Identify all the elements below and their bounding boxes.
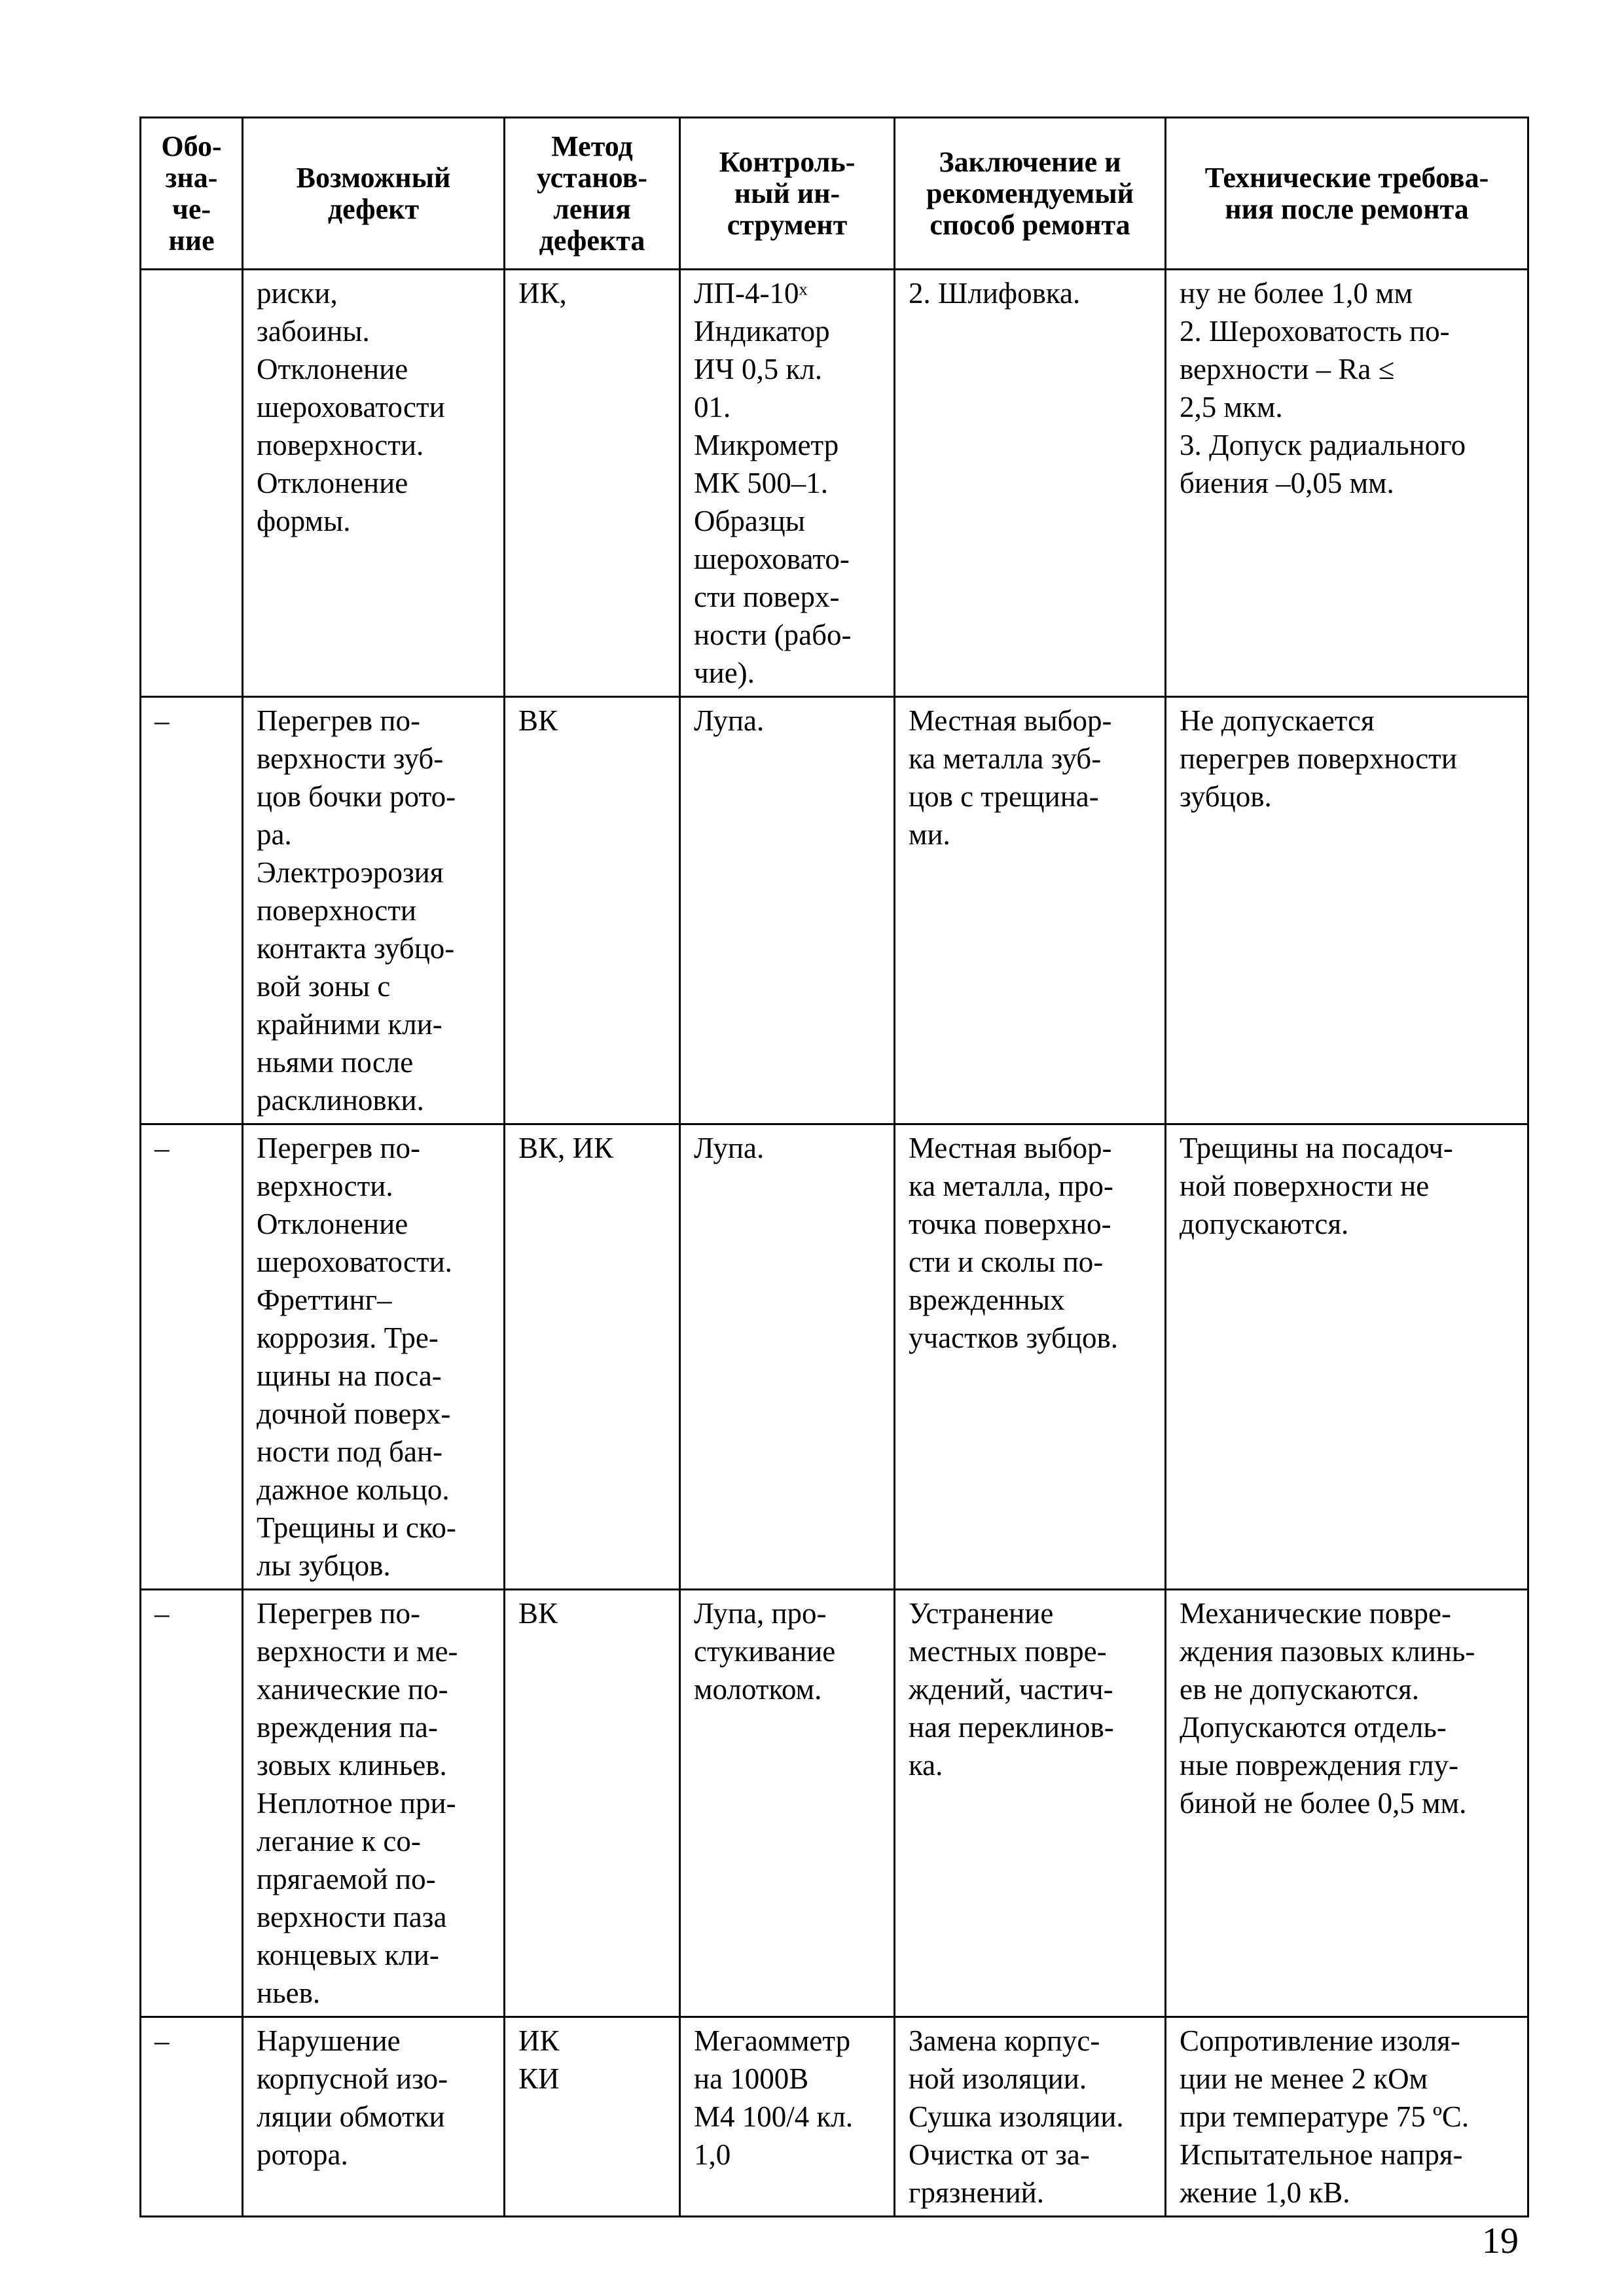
cell-text-line: ние <box>168 224 215 257</box>
cell-text-line: ной поверхности не <box>1180 1170 1430 1202</box>
cell-text-line: установ- <box>537 161 647 194</box>
cell-text-line: коррозия. Тре- <box>257 1321 439 1354</box>
cell-text-line: Перегрев по- <box>257 1132 420 1164</box>
cell-text-line: Лупа. <box>694 1132 765 1164</box>
table-row <box>141 1124 1528 1590</box>
cell-text-line: врежденных <box>909 1283 1065 1316</box>
cell-text-line: местных повре- <box>909 1635 1107 1668</box>
cell-text-line: Перегрев по- <box>257 1597 420 1630</box>
cell-text-line: ВК <box>518 704 558 737</box>
cell-text-line: Заключение и <box>939 145 1121 178</box>
cell-text-line: Допускаются отдель- <box>1180 1711 1447 1744</box>
cell-text-line: Электроэрозия <box>257 856 444 889</box>
cell-text-line: зубцов. <box>1180 780 1272 813</box>
cell-text-line: шероховато- <box>694 543 850 575</box>
cell-text-line: зна- <box>165 161 218 194</box>
cell-text-line: концевых кли- <box>257 1939 439 1971</box>
cell-text-line: при температуре 75 ºС. <box>1180 2100 1470 2133</box>
cell-text-line: Замена корпус- <box>909 2024 1100 2057</box>
cell-text-line: ка. <box>909 1749 943 1782</box>
cell-text-line: лы зубцов. <box>257 1549 391 1582</box>
cell-text-line: 2. Шлифовка. <box>909 277 1081 310</box>
header-control-instrument <box>680 118 895 270</box>
cell-text-line: перегрев поверхности <box>1180 742 1457 775</box>
cell-text-line: рекомендуемый <box>926 177 1134 209</box>
cell-requirements <box>1166 697 1528 1124</box>
cell-text-line: верхности и ме- <box>257 1635 458 1668</box>
cell-method <box>505 1590 680 2017</box>
cell-text-line: ции не менее 2 кОм <box>1180 2062 1428 2095</box>
cell-text-line: Сушка изоляции. <box>909 2100 1124 2133</box>
cell-text-line: ВК, ИК <box>518 1132 614 1164</box>
page-number: 19 <box>1482 2221 1519 2261</box>
cell-text-line: ВК <box>518 1597 558 1630</box>
cell-text-line: Трещины и ско- <box>257 1511 456 1544</box>
cell-text-line: способ ремонта <box>929 208 1130 241</box>
cell-text-line: Индикатор <box>694 315 830 348</box>
cell-repair <box>895 2017 1166 2217</box>
cell-text-line: ев не допускаются. <box>1180 1673 1420 1706</box>
cell-text-line: ности под бан- <box>257 1435 443 1468</box>
cell-text-line: расклиновки. <box>257 1084 424 1117</box>
cell-text-line: Не допускается <box>1180 704 1375 737</box>
header-possible-defect <box>243 118 505 270</box>
cell-text-line: ну не более 1,0 мм <box>1180 277 1413 310</box>
cell-text-line: 01. <box>694 391 731 423</box>
cell-text-line: Метод <box>551 130 633 162</box>
cell-text-line: ЛП-4-10ˣ <box>694 277 808 310</box>
cell-text-line: допускаются. <box>1180 1208 1349 1240</box>
cell-text-line: сти поверх- <box>694 581 840 613</box>
header-conclusion-repair <box>895 118 1166 270</box>
cell-text-line: Лупа. <box>694 704 765 737</box>
table-row <box>141 697 1528 1124</box>
cell-instrument <box>680 1590 895 2017</box>
cell-designation <box>141 1124 243 1590</box>
cell-defect <box>243 270 505 697</box>
cell-text-line: Контроль- <box>719 145 856 178</box>
cell-text-line: верхности зуб- <box>257 742 444 775</box>
cell-designation <box>141 697 243 1124</box>
cell-text-line: Устранение <box>909 1597 1054 1630</box>
cell-text-line: биной не более 0,5 мм. <box>1180 1787 1467 1820</box>
cell-text-line: дефекта <box>539 224 645 257</box>
cell-text-line: Лупа, про- <box>694 1597 827 1630</box>
cell-text-line: вреждения па- <box>257 1711 438 1744</box>
cell-text-line: биения –0,05 мм. <box>1180 467 1394 499</box>
cell-text-line: ка металла зуб- <box>909 742 1102 775</box>
cell-text-line: 3. Допуск радиального <box>1180 429 1466 461</box>
cell-text-line: Нарушение <box>257 2024 401 2057</box>
cell-defect <box>243 1124 505 1590</box>
cell-text-line: ждений, частич- <box>909 1673 1113 1706</box>
cell-text-line: вой зоны с <box>257 970 391 1003</box>
cell-text-line: М4 100/4 кл. <box>694 2100 854 2133</box>
cell-text-line: ный ин- <box>734 177 840 209</box>
cell-text-line: Отклонение <box>257 467 408 499</box>
cell-text-line: струмент <box>727 208 848 241</box>
cell-text-line: Очистка от за- <box>909 2138 1090 2171</box>
cell-text-line: Возможный <box>296 161 451 194</box>
cell-text-line: точка поверхно- <box>909 1208 1111 1240</box>
cell-text-line: Механические повре- <box>1180 1597 1451 1630</box>
cell-text-line: поверхности <box>257 894 416 927</box>
cell-text-line: ротора. <box>257 2138 348 2171</box>
cell-text-line: Трещины на посадоч- <box>1180 1132 1453 1164</box>
cell-text-line: чие). <box>694 656 755 689</box>
cell-text-line: зовых клиньев. <box>257 1749 447 1782</box>
header-detection-method <box>505 118 680 270</box>
cell-text-line: молотком. <box>694 1673 822 1706</box>
cell-text-line: корпусной изо- <box>257 2062 448 2095</box>
cell-text-line: ной изоляции. <box>909 2062 1087 2095</box>
cell-text-line: Отклонение <box>257 1208 408 1240</box>
cell-text-line: ИЧ 0,5 кл. <box>694 353 823 386</box>
cell-text-line: грязнений. <box>909 2176 1044 2209</box>
cell-defect <box>243 2017 505 2217</box>
cell-defect <box>243 697 505 1124</box>
cell-text-line: ханические по- <box>257 1673 448 1706</box>
cell-text-line: ра. <box>257 818 292 851</box>
cell-text-line: ная переклинов- <box>909 1711 1114 1744</box>
cell-text-line: Технические требова- <box>1204 161 1489 194</box>
cell-designation <box>141 1590 243 2017</box>
header-technical-requirements <box>1166 118 1528 270</box>
cell-text-line: Местная выбор- <box>909 1132 1112 1164</box>
cell-text-line: ИК <box>518 2024 560 2057</box>
cell-text-line: Отклонение <box>257 353 408 386</box>
cell-text-line: щины на поса- <box>257 1359 442 1392</box>
cell-text-line: Фреттинг– <box>257 1283 392 1316</box>
cell-repair <box>895 697 1166 1124</box>
cell-text-line: стукивание <box>694 1635 836 1668</box>
cell-text-line: верхности паза <box>257 1901 447 1933</box>
cell-text-line: – <box>154 1132 170 1164</box>
cell-text-line: Образцы <box>694 505 805 537</box>
cell-instrument <box>680 697 895 1124</box>
table-header-row <box>141 118 1528 270</box>
cell-text-line: легание к со- <box>257 1825 421 1857</box>
defects-table <box>139 117 1529 2217</box>
cell-designation <box>141 270 243 697</box>
cell-text-line: участков зубцов. <box>909 1321 1119 1354</box>
cell-text-line: шероховатости. <box>257 1246 452 1278</box>
cell-text-line: ка металла, про- <box>909 1170 1113 1202</box>
table-row <box>141 1590 1528 2017</box>
cell-text-line: – <box>154 2024 170 2057</box>
cell-defect <box>243 1590 505 2017</box>
cell-designation <box>141 2017 243 2217</box>
cell-instrument <box>680 1124 895 1590</box>
cell-text-line: ньев. <box>257 1977 321 2009</box>
cell-text-line: ления <box>553 192 631 225</box>
cell-text-line: дажное кольцо. <box>257 1473 450 1506</box>
cell-requirements <box>1166 270 1528 697</box>
table-row <box>141 2017 1528 2217</box>
cell-method <box>505 2017 680 2217</box>
cell-text-line: контакта зубцо- <box>257 932 455 965</box>
cell-method <box>505 270 680 697</box>
cell-text-line: сти и сколы по- <box>909 1246 1104 1278</box>
cell-text-line: дефект <box>327 192 420 225</box>
cell-method <box>505 1124 680 1590</box>
cell-text-line: забоины. <box>257 315 370 348</box>
cell-text-line: дочной поверх- <box>257 1397 451 1430</box>
cell-text-line: шероховатости <box>257 391 445 423</box>
cell-method <box>505 697 680 1124</box>
cell-requirements <box>1166 2017 1528 2217</box>
cell-text-line: цов бочки рото- <box>257 780 456 813</box>
cell-text-line: ляции обмотки <box>257 2100 445 2133</box>
cell-repair <box>895 1590 1166 2017</box>
cell-text-line: формы. <box>257 505 351 537</box>
cell-text-line: ные повреждения глу- <box>1180 1749 1459 1782</box>
cell-text-line <box>154 274 230 312</box>
cell-text-line: КИ <box>518 2062 560 2095</box>
cell-text-line: Обо- <box>161 130 222 162</box>
cell-text-line: Мегаомметр <box>694 2024 851 2057</box>
cell-instrument <box>680 270 895 697</box>
cell-text-line: поверхности. <box>257 429 424 461</box>
cell-text-line: риски, <box>257 277 338 310</box>
cell-text-line: Микрометр <box>694 429 839 461</box>
table-row <box>141 270 1528 697</box>
cell-text-line: ности (рабо- <box>694 619 852 651</box>
cell-text-line: 1,0 <box>694 2138 731 2171</box>
cell-text-line: жение 1,0 кВ. <box>1180 2176 1350 2209</box>
cell-text-line: МК 500–1. <box>694 467 829 499</box>
cell-repair <box>895 270 1166 697</box>
cell-text-line: ИК, <box>518 277 567 310</box>
cell-text-line: крайними кли- <box>257 1008 442 1041</box>
cell-text-line: Испытательное напря- <box>1180 2138 1463 2171</box>
cell-text-line: 2. Шероховатость по- <box>1180 315 1450 348</box>
cell-requirements <box>1166 1124 1528 1590</box>
cell-repair <box>895 1124 1166 1590</box>
cell-text-line: ми. <box>909 818 950 851</box>
cell-text-line: че- <box>172 192 211 225</box>
cell-text-line: Неплотное при- <box>257 1787 456 1820</box>
cell-requirements <box>1166 1590 1528 2017</box>
cell-text-line: прягаемой по- <box>257 1863 436 1895</box>
cell-text-line: верхности – Ra ≤ <box>1180 353 1395 386</box>
cell-text-line: 2,5 мкм. <box>1180 391 1283 423</box>
cell-text-line: Местная выбор- <box>909 704 1112 737</box>
cell-text-line: Сопротивление изоля- <box>1180 2024 1460 2057</box>
cell-text-line: – <box>154 704 170 737</box>
cell-text-line: ния после ремонта <box>1225 192 1469 225</box>
cell-text-line: – <box>154 1597 170 1630</box>
cell-instrument <box>680 2017 895 2217</box>
cell-text-line: на 1000В <box>694 2062 809 2095</box>
cell-text-line: Перегрев по- <box>257 704 420 737</box>
cell-text-line: ждения пазовых клинь- <box>1180 1635 1475 1668</box>
cell-text-line: цов с трещина- <box>909 780 1099 813</box>
table-body <box>141 270 1528 2217</box>
cell-text-line: верхности. <box>257 1170 393 1202</box>
cell-text-line: ньями после <box>257 1046 414 1079</box>
header-designation <box>141 118 243 270</box>
